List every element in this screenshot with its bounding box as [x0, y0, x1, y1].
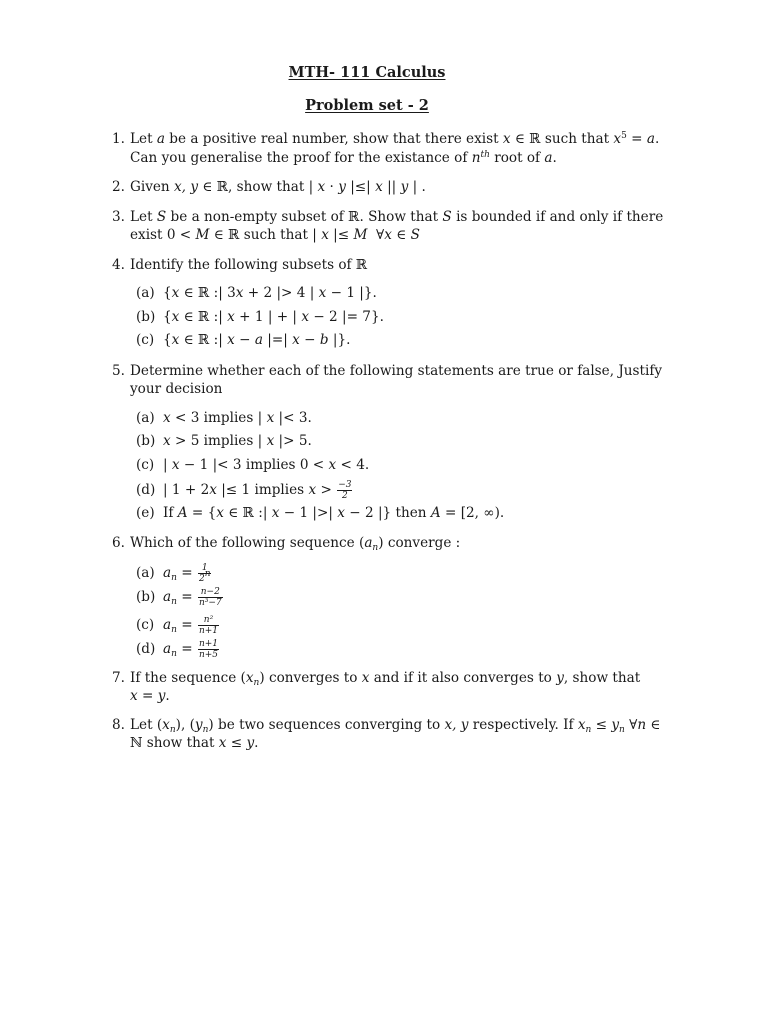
problem-text-line: Let $(x_n)$, $(y_n)$ be two sequences converging to x, y respectively. If $x_n \le y_n$ ∀n ∈: [130, 717, 661, 735]
problem-number: 7.: [112, 670, 125, 686]
problem-text-line: Which of the following sequence $(a_n)$ converge :: [130, 535, 461, 553]
page-title: MTH- 111 Calculus: [288, 64, 446, 81]
problem-text-line: If the sequence $(x_n)$ converges to x and if it also converges to y, show that: [130, 670, 641, 688]
problem-number: 1.: [112, 131, 125, 147]
problem-number: 6.: [112, 535, 125, 551]
problem-text-line: exist 0 < M ∈ ℝ such that | x |≤ M ∀x ∈ S: [130, 227, 420, 243]
problem-part: (b) x > 5 implies | x |> 5.: [136, 433, 312, 449]
problem-text-line: Identify the following subsets of ℝ: [130, 257, 368, 273]
problem-text-line: Let S be a non-empty subset of ℝ. Show that S is bounded if and only if there: [130, 209, 664, 225]
problem-number: 4.: [112, 257, 125, 273]
problem-number: 8.: [112, 717, 125, 733]
page-subtitle: Problem set - 2: [305, 97, 429, 114]
problem-part: (a) {x ∈ ℝ :| 3x + 2 |> 4 | x − 1 |}.: [136, 285, 377, 301]
problem-text-line: x = y.: [130, 688, 170, 704]
problem-text-line: Let a be a positive real number, show that there exist x ∈ ℝ such that $x^5 = a$.: [130, 131, 660, 147]
problem-part: (d) $a_n$ = $\frac{n+1}{n+5}$: [136, 639, 219, 660]
problem-number: 2.: [112, 179, 125, 195]
problem-text-line: Can you generalise the proof for the existance of $n^{th}$ root of a.: [130, 150, 557, 166]
problem-part: (e) If A = {x ∈ ℝ :| x − 1 |>| x − 2 |} then A = [2, ∞).: [136, 505, 505, 521]
problem-part: (b) {x ∈ ℝ :| x + 1 | + | x − 2 |= 7}.: [136, 309, 384, 325]
problem-part: (c) | x − 1 |< 3 implies 0 < x < 4.: [136, 457, 370, 473]
problem-number: 5.: [112, 363, 125, 379]
problem-part: (a) x < 3 implies | x |< 3.: [136, 410, 312, 426]
problem-part: (d) | 1 + 2x |≤ 1 implies x > $\frac{-3}{2}$: [136, 480, 352, 501]
problem-part: (b) $a_n$ = $\frac{n-2}{\text{n³−7}}$: [136, 587, 222, 608]
problem-part: (a) $a_n$ = $\frac{1}{2^n}$: [136, 563, 211, 584]
problem-text-line: Given x, y ∈ ℝ, show that | x · y |≤| x || y | .: [130, 179, 426, 195]
problem-text-line: ℕ show that x ≤ y.: [130, 735, 259, 751]
problem-part: (c) {x ∈ ℝ :| x − a |=| x − b |}.: [136, 332, 351, 348]
problem-text-line: Determine whether each of the following statements are true or false, Justify: [130, 363, 663, 379]
problem-number: 3.: [112, 209, 125, 225]
problem-text-line: your decision: [130, 381, 223, 397]
problem-part: (c) $a_n$ = $\frac{\text{n²}}{n+1}$: [136, 615, 219, 636]
